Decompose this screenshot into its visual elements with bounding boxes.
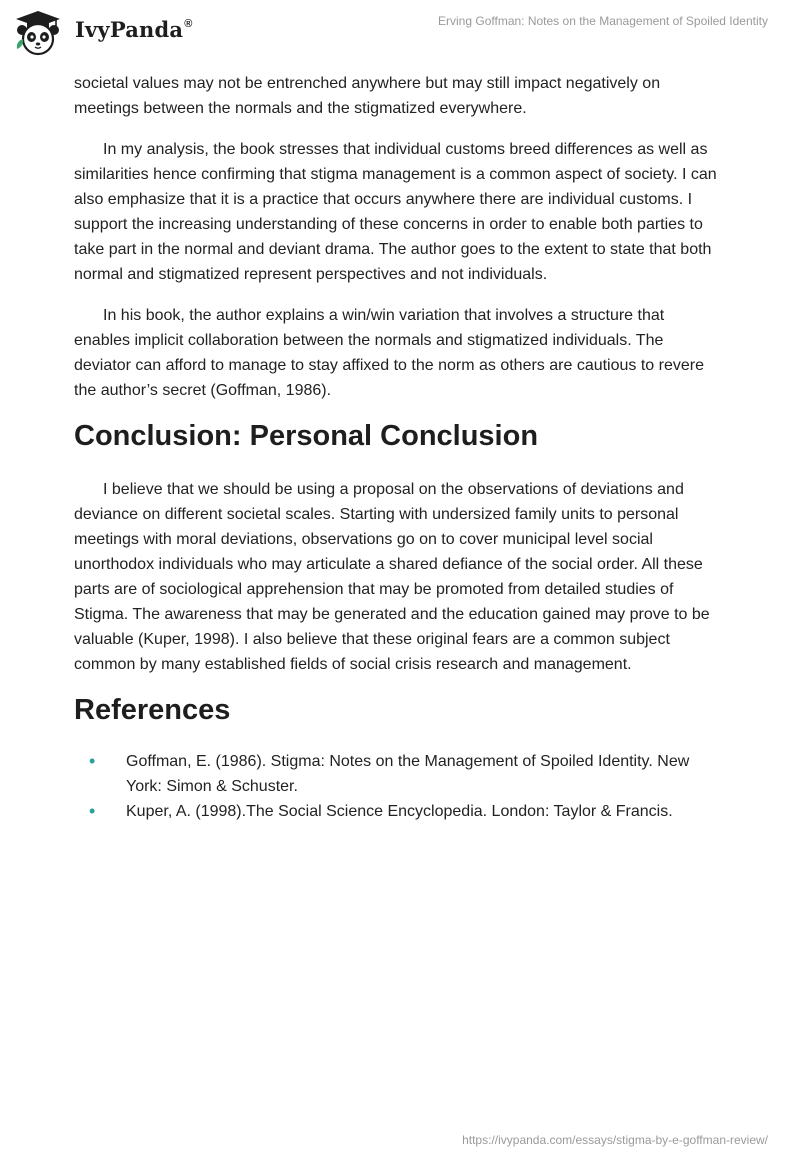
brand-name[interactable]: IvyPanda® xyxy=(75,17,193,42)
paragraph: In his book, the author explains a win/win variation that involves a structure that enables implicit collaboration between the normals and stigmatized individuals. The deviator can afford to manage to stay affixed to the norm as others are cautious to revere the author’s secret (Goffman, 1986). xyxy=(74,307,704,399)
references-heading: References xyxy=(74,694,231,726)
panda-graduate-logo-icon[interactable] xyxy=(14,9,62,57)
page-header xyxy=(0,0,800,66)
running-title: Erving Goffman: Notes on the Management of Spoiled Identity xyxy=(438,14,768,28)
conclusion-heading: Conclusion: Personal Conclusion xyxy=(74,420,539,452)
footer-url[interactable]: https://ivypanda.com/essays/stigma-by-e-goffman-review/ xyxy=(462,1133,768,1147)
essay-content xyxy=(74,71,724,824)
reference-text: Goffman, E. (1986). Stigma: Notes on the Management of Spoiled Identity. New York: Simon & Schuster. xyxy=(126,753,690,795)
list-item xyxy=(89,749,724,799)
references-list xyxy=(74,749,724,824)
paragraph: societal values may not be entrenched anywhere but may still impact negatively on meetings between the normals and the stigmatized everywhere. xyxy=(74,75,661,117)
paragraph: I believe that we should be using a proposal on the observations of deviations and deviance on different societal scales. Starting with undersized family units to personal meetings with moral deviations, observations go on to cover municipal level social unorthodox individuals who may articulate a shared defiance of the social order. All these parts are of sociological apprehension that may be promoted from detailed studies of Stigma. The awareness that may be generated and the education gained may prove to be valuable (Kuper, 1998). I also believe that these original fears are a common subject common by many established fields of social crisis research and management. xyxy=(74,481,710,673)
bullet-icon: • xyxy=(89,751,96,771)
list-item xyxy=(89,799,724,824)
reference-text: Kuper, A. (1998).The Social Science Encyclopedia. London: Taylor & Francis. xyxy=(126,803,673,820)
paragraph: In my analysis, the book stresses that individual customs breed differences as well as similarities hence confirming that stigma management is a common aspect of society. I can also emphasize that it is a practice that occurs anywhere there are individual customs. I support the increasing understanding of these concerns in order to enable both parties to take part in the normal and deviant drama. The author goes to the extent to state that both normal and stigmatized represent perspectives and not individuals. xyxy=(74,141,717,283)
bullet-icon: • xyxy=(89,801,96,821)
